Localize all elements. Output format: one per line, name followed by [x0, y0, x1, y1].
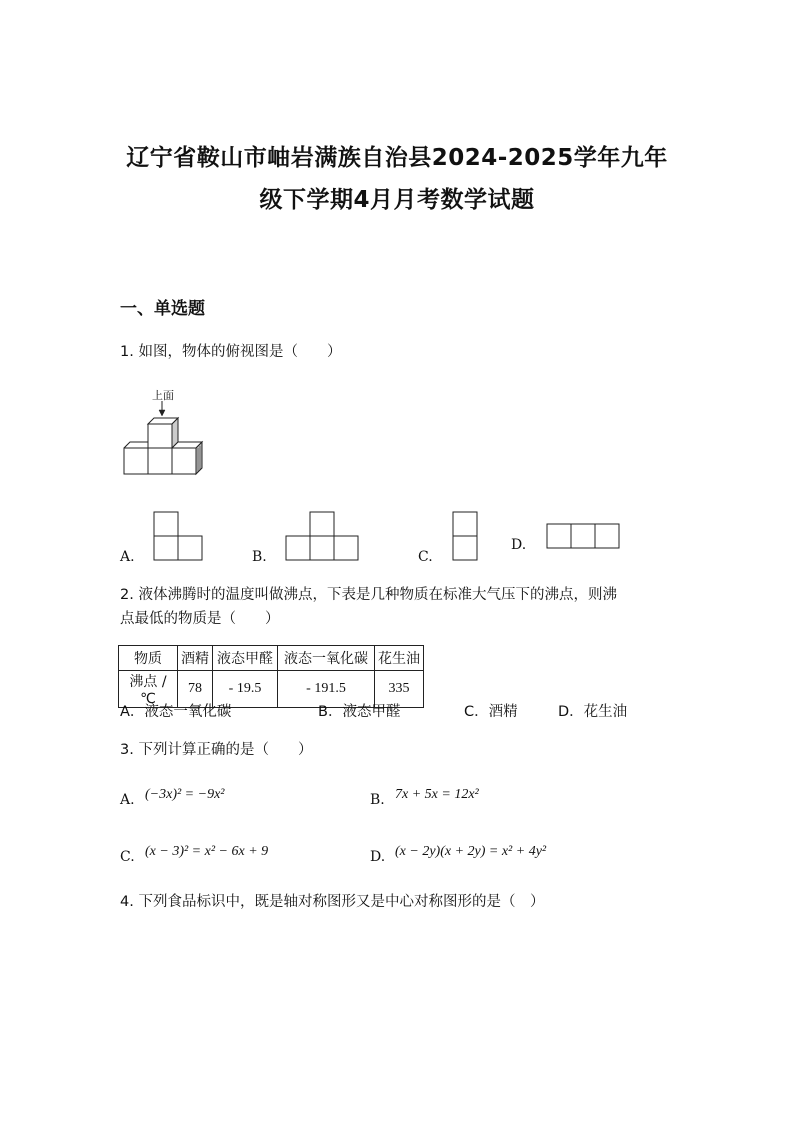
- table-cell: 335: [375, 671, 424, 708]
- boiling-point-table: [118, 645, 424, 708]
- table-cell: - 19.5: [213, 671, 278, 708]
- question-1-stem: 1. 如图，物体的俯视图是（ ）: [120, 344, 342, 360]
- q2-option-a: A．液态一氧化碳: [120, 704, 232, 720]
- q1-option-b-label: B.: [252, 549, 267, 565]
- q3-option-a-expr: (−3x)² = −9x²: [145, 787, 225, 802]
- question-2-stem-line2: 点最低的物质是（ ）: [120, 611, 280, 627]
- q2-option-b: B．液态甲醛: [318, 704, 401, 720]
- question-3-stem: 3. 下列计算正确的是（ ）: [120, 742, 313, 758]
- q3-option-b-expr: 7x + 5x = 12x²: [395, 787, 479, 802]
- page-title-line1: 辽宁省鞍山市岫岩满族自治县2024-2025学年九年: [126, 145, 668, 171]
- table-header-cell: 物质: [119, 646, 178, 671]
- q3-option-d-expr: (x − 2y)(x + 2y) = x² + 4y²: [395, 844, 547, 859]
- q3-option-c-expr: (x − 3)² = x² − 6x + 9: [145, 844, 269, 859]
- q1-option-a-label: A.: [120, 549, 135, 565]
- q1-option-d-figure: [546, 523, 624, 551]
- page-title-line2: 级下学期4月月考数学试题: [259, 187, 535, 213]
- table-header-cell: 酒精: [178, 646, 213, 671]
- q1-option-b-figure: [285, 511, 361, 561]
- table-header-cell: 液态一氧化碳: [278, 646, 375, 671]
- q1-option-c-figure: [452, 511, 480, 561]
- q1-option-a-figure: [153, 511, 205, 561]
- table-row-label: 沸点 / ℃: [119, 671, 178, 708]
- table-cell: 78: [178, 671, 213, 708]
- q3-option-c-label: C.: [120, 849, 135, 865]
- q2-option-c: C．酒精: [464, 704, 518, 720]
- question-4-stem: 4. 下列食品标识中，既是轴对称图形又是中心对称图形的是（ ）: [120, 894, 545, 910]
- question-2-stem-line1: 2. 液体沸腾时的温度叫做沸点，下表是几种物质在标准大气压下的沸点，则沸: [120, 587, 617, 603]
- section-heading: 一、单选题: [120, 299, 205, 319]
- q1-option-d-label: D.: [511, 537, 527, 553]
- question-1-figure: [120, 386, 210, 482]
- q3-option-a-label: A.: [120, 792, 135, 808]
- table-header-cell: 花生油: [375, 646, 424, 671]
- table-header-cell: 液态甲醛: [213, 646, 278, 671]
- q3-option-d-label: D.: [370, 849, 386, 865]
- q2-option-d: D．花生油: [558, 704, 628, 720]
- q1-option-c-label: C.: [418, 549, 433, 565]
- figure-top-label: 上面: [152, 390, 174, 402]
- q3-option-b-label: B.: [370, 792, 385, 808]
- table-cell: - 191.5: [278, 671, 375, 708]
- table-row: [119, 646, 424, 671]
